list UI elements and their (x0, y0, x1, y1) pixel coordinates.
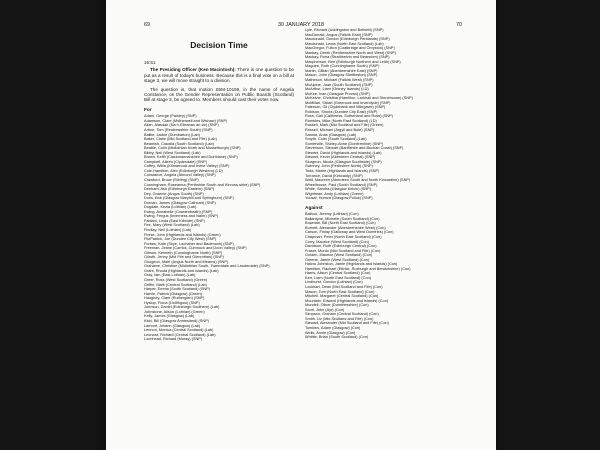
member-vote-entry: Halcro Johnston, Jamie (Highlands and Islands) (Con) (305, 262, 398, 267)
member-vote-entry: Martin, Gillian (Aberdeenshire East) (SNP) (305, 68, 378, 73)
member-vote-entry: Stewart, Kevin (Aberdeen Central) (SNP) (305, 155, 376, 160)
member-vote-entry: Mitchell, Margaret (Central Scotland) (Con) (305, 294, 379, 299)
member-vote-entry: Baker, Claire (Mid Scotland and Fife) (Lab) (144, 137, 217, 142)
member-vote-entry: Corry, Maurice (West Scotland) (Con) (305, 239, 369, 244)
member-vote-entry: Harper, Emma (South Scotland) (SNP) (144, 287, 211, 292)
member-vote-entry: Fraser, Murdo (Mid Scotland and Fife) (Con) (305, 248, 381, 253)
member-vote-entry: Macdonald, Lewis (North East Scotland) (Lab) (305, 41, 384, 46)
member-vote-entry: Kerr, Liam (North East Scotland) (Con) (305, 275, 372, 280)
member-vote-entry: MacGregor, Fulton (Coatbridge and Chryston) (SNP) (305, 46, 395, 51)
member-vote-entry: Dey, Graeme (Angus South) (SNP) (144, 191, 204, 196)
member-vote-entry: Greer, Ross (West Scotland) (Green) (144, 278, 208, 283)
member-vote-entry: Macdonald, Gordon (Edinburgh Pentlands) (SNP) (305, 37, 390, 42)
speaker-name: The Presiding Officer (Ken Macintosh): (150, 67, 236, 73)
member-vote-entry: Griffin, Mark (Central Scotland) (Lab) (144, 282, 207, 287)
member-vote-entry: Somerville, Shirley-Anne (Dunfermline) (SNP) (305, 141, 383, 146)
member-vote-entry: Russell, Michael (Argyll and Bute) (SNP) (305, 128, 375, 133)
speaker-text: There is one question to be put as a result of today's business. Because this is a final vote on a bill at stage 3, we will move straight to a division. (144, 67, 294, 84)
member-vote-entry: Bowman, Bill (North East Scotland) (Con) (305, 221, 376, 226)
presiding-officer-paragraph (144, 67, 294, 83)
member-vote-entry: Swinney, John (Perthshire North) (SNP) (305, 164, 373, 169)
member-vote-entry: Constance, Angela (Almond Valley) (SNP) (144, 173, 216, 178)
member-vote-entry: Carson, Finlay (Galloway and West Dumfries) (Con) (305, 230, 394, 235)
member-vote-entry: Wells, Annie (Glasgow) (Con) (305, 330, 356, 335)
member-vote-entry: Mountain, Edward (Highlands and Islands) (Con) (305, 298, 389, 303)
member-vote-entry: Gougeon, Mairi (Angus North and Mearns) (SNP) (144, 259, 229, 264)
member-vote-entry: Campbell, Aileen (Clydesdale) (SNP) (144, 159, 208, 164)
member-vote-entry: Leonard, Richard (Central Scotland) (Lab) (144, 332, 216, 337)
member-vote-entry: Gibson, Kenneth (Cunninghame North) (SNP) (144, 250, 223, 255)
member-vote-entry: Davidson, Ruth (Edinburgh Central) (Con) (305, 244, 377, 249)
hansard-page (106, 0, 496, 450)
member-vote-entry: Smith, Liz (Mid Scotland and Fife) (Con) (305, 316, 374, 321)
member-vote-entry: Robison, Shona (Dundee City East) (SNP) (305, 109, 378, 114)
member-vote-entry: Johnstone, Alison (Lothian) (Green) (144, 309, 205, 314)
member-vote-entry: Lyle, Richard (Uddingston and Bellshill) (SNP) (305, 28, 384, 32)
member-vote-entry: Beamish, Claudia (South Scotland) (Lab) (144, 141, 214, 146)
page-date: 30 JANUARY 2018 (278, 22, 324, 28)
member-vote-entry: Arthur, Tom (Renfrewshire South) (SNP) (144, 127, 213, 132)
member-vote-entry: Paterson, Gil (Clydebank and Milngavie) (SNP) (305, 105, 386, 110)
member-vote-entry: Lochhead, Richard (Moray) (SNP) (144, 337, 203, 342)
member-vote-entry: Stewart, David (Highlands and Islands) (Lab) (305, 150, 382, 155)
member-vote-entry: McMillan, Stuart (Greenock and Inverclyde) (SNP) (305, 100, 391, 105)
member-vote-entry: Macpherson, Ben (Edinburgh Northern and Leith) (SNP) (305, 59, 401, 64)
member-vote-entry: Grahame, Christine (Midlothian South, Tweeddale and Lauderdale) (SNP) (144, 264, 270, 269)
member-vote-entry: Maguire, Ruth (Cunninghame South) (SNP) (305, 64, 380, 69)
member-vote-entry: Lennon, Monica (Central Scotland) (Lab) (144, 328, 214, 333)
member-vote-entry: Ewing, Fergus (Inverness and Nairn) (SNP) (144, 214, 219, 219)
member-vote-entry: Greene, Jamie (West Scotland) (Con) (305, 257, 370, 262)
member-vote-entry: Denham, Ash (Edinburgh Eastern) (SNP) (144, 187, 215, 192)
member-vote-entry: Burnett, Alexander (Aberdeenshire West) (Con) (305, 225, 386, 230)
member-vote-entry: Dornan, James (Glasgow Cathcart) (SNP) (144, 200, 216, 205)
against-list (305, 212, 455, 339)
member-vote-entry: MacDonald, Angus (Falkirk East) (SNP) (305, 32, 373, 37)
member-vote-entry: Gray, Iain (East Lothian) (Lab) (144, 273, 196, 278)
member-vote-entry: Wheelhouse, Paul (South Scotland) (SNP) (305, 182, 378, 187)
member-vote-entry: Freeman, Jeane (Carrick, Cumnock and Doon Valley) (SNP) (144, 246, 247, 251)
member-vote-entry: Ballantyne, Michelle (South Scotland) (Con) (305, 216, 380, 221)
member-vote-entry: Balfour, Jeremy (Lothian) (Con) (305, 212, 359, 217)
member-vote-entry: Ruskell, Mark (Mid Scotland and Fife) (Green) (305, 123, 384, 128)
member-vote-entry: Crawford, Bruce (Stirling) (SNP) (144, 178, 199, 182)
member-vote-entry: Adam, George (Paisley) (SNP) (144, 114, 197, 119)
member-vote-entry: Sturgeon, Nicola (Glasgow Southside) (SNP) (305, 159, 382, 164)
member-vote-entry: Fee, Mary (West Scotland) (Lab) (144, 223, 200, 228)
member-vote-entry: Kelly, James (Glasgow) (Lab) (144, 314, 195, 319)
member-vote-entry: Hamilton, Rachael (Ettrick, Roxburgh and Berwickshire) (Con) (305, 266, 411, 271)
member-vote-entry: McKee, Ivan (Glasgow Provan) (SNP) (305, 91, 370, 96)
member-vote-entry: Mundell, Oliver (Dumfriesshire) (Con) (305, 303, 369, 308)
member-vote-entry: Mackay, Rona (Strathkelvin and Bearsden) (SNP) (305, 55, 390, 60)
member-vote-entry: Golden, Maurice (West Scotland) (Con) (305, 253, 373, 258)
member-vote-entry: McArthur, Liam (Orkney Islands) (LD) (305, 87, 369, 92)
member-vote-entry: FitzPatrick, Joe (Dundee City West) (SNP) (144, 237, 217, 242)
left-column (144, 40, 294, 342)
member-vote-entry: Finnie, John (Highlands and Islands) (Green) (144, 232, 221, 237)
member-vote-entry: Mason, John (Glasgow Shettleston) (SNP) (305, 73, 378, 78)
member-vote-entry: Torrance, David (Kirkcaldy) (SNP) (305, 173, 363, 178)
member-vote-entry: Todd, Maree (Highlands and Islands) (SNP) (305, 168, 380, 173)
member-vote-entry: Adamson, Clare (Motherwell and Wishaw) (SNP) (144, 118, 228, 123)
member-vote-entry: Watt, Maureen (Aberdeen South and North Kincardine) (SNP) (305, 178, 411, 183)
member-vote-entry: Matheson, Michael (Falkirk West) (SNP) (305, 78, 374, 83)
member-vote-entry: White, Sandra (Glasgow Kelvin) (SNP) (305, 187, 372, 192)
member-vote-entry: Harvie, Patrick (Glasgow) (Green) (144, 291, 202, 296)
member-vote-entry: Beattie, Colin (Midlothian North and Musselburgh) (SNP) (144, 146, 241, 151)
for-heading: For (144, 107, 152, 113)
member-vote-entry: Fabiani, Linda (East Kilbride) (SNP) (144, 218, 205, 223)
member-vote-entry: McKelvie, Christina (Hamilton, Larkhall and Stonehouse) (SNP) (305, 96, 413, 101)
against-heading: Against (305, 205, 323, 211)
member-vote-entry: Rumbles, Mike (North East Scotland) (LD) (305, 118, 377, 123)
member-vote-entry: Mason, Tom (North East Scotland) (Con) (305, 289, 375, 294)
for-list (144, 114, 294, 341)
member-vote-entry: Haughey, Clare (Rutherglen) (SNP) (144, 296, 205, 301)
member-vote-entry: Wightman, Andy (Lothian) (Green) (305, 191, 364, 196)
member-vote-entry: Lamont, Johann (Glasgow) (Lab) (144, 323, 201, 328)
member-vote-entry: Cole-Hamilton, Alex (Edinburgh Western) (LD) (144, 168, 223, 173)
member-vote-entry: Doris, Bob (Glasgow Maryhill and Springburn) (SNP) (144, 196, 234, 201)
member-vote-entry: Bibby, Neil (West Scotland) (Lab) (144, 150, 201, 155)
member-vote-entry: Ross, Gail (Caithness, Sutherland and Ross) (SNP) (305, 114, 394, 119)
member-vote-entry: McAlpine, Joan (South Scotland) (SNP) (305, 82, 373, 87)
member-vote-entry: Smyth, Colin (South Scotland) (Lab) (305, 137, 367, 142)
section-title: Decision Time (190, 40, 248, 50)
member-vote-entry: Dugdale, Kezia (Lothian) (Lab) (144, 205, 197, 210)
member-vote-entry: Gilruth, Jenny (Mid Fife and Glenrothes) (SNP) (144, 255, 224, 260)
member-vote-entry: Lindhurst, Gordon (Lothian) (Con) (305, 280, 363, 285)
question-paragraph: The question is, that motion S5M-10159, in the name of Angela Constance, on the Gender Representation on Public Boards (Scotland) Bill at stage 3, be agreed to. Members should cast their votes now. (144, 86, 294, 103)
member-vote-entry: Allan, Alasdair (Na h-Eileanan an Iar) (SNP) (144, 123, 219, 128)
member-vote-entry: Sarwar, Anas (Glasgow) (Lab) (305, 132, 357, 137)
member-vote-entry: Yousaf, Humza (Glasgow Pollok) (SNP) (305, 196, 373, 201)
right-column (305, 28, 455, 340)
member-vote-entry: Kidd, Bill (Glasgow Anniesland) (SNP) (144, 318, 209, 323)
member-vote-entry: Simpson, Graham (Central Scotland) (Con) (305, 312, 379, 317)
member-vote-entry: Chapman, Peter (North East Scotland) (Con) (305, 235, 382, 240)
page-number-right: 70 (456, 22, 462, 28)
member-vote-entry: Scott, John (Ayr) (Con) (305, 307, 345, 312)
member-vote-entry: Forbes, Kate (Skye, Lochaber and Badenoch) (SNP) (144, 241, 234, 246)
page-number-left: 69 (144, 22, 150, 28)
member-vote-entry: Findlay, Neil (Lothian) (Lab) (144, 228, 192, 233)
for-list-continued (305, 28, 455, 201)
member-vote-entry: Johnson, Daniel (Edinburgh Southern) (Lab) (144, 305, 220, 310)
member-vote-entry: Cunningham, Roseanna (Perthshire South and Kinross-shire) (SNP) (144, 182, 261, 187)
member-vote-entry: Harris, Alison (Central Scotland) (Con) (305, 271, 371, 276)
member-vote-entry: Ewing, Annabelle (Cowdenbeath) (SNP) (144, 209, 213, 214)
member-vote-entry: Stevenson, Stewart (Banffshire and Buchan Coast) (SNP) (305, 146, 404, 151)
member-vote-entry: Mackay, Derek (Renfrewshire North and West) (SNP) (305, 50, 396, 55)
member-vote-entry: Whittle, Brian (South Scotland) (Con) (305, 335, 369, 340)
member-vote-entry: Tomkins, Adam (Glasgow) (Con) (305, 325, 361, 330)
member-vote-entry: Baillie, Jackie (Dumbarton) (Lab) (144, 132, 200, 137)
member-vote-entry: Lockhart, Dean (Mid Scotland and Fife) (Con) (305, 285, 383, 290)
time-stamp: 16:51 (144, 60, 156, 65)
member-vote-entry: Stewart, Alexander (Mid Scotland and Fife) (Con) (305, 321, 389, 326)
member-vote-entry: Coffey, Willie (Kilmarnock and Irvine Valley) (SNP) (144, 164, 230, 169)
member-vote-entry: Brown, Keith (Clackmannanshire and Dunblane) (SNP) (144, 155, 238, 160)
member-vote-entry: Grant, Rhoda (Highlands and Islands) (Lab) (144, 268, 219, 273)
member-vote-entry: Hyslop, Fiona (Linlithgow) (SNP) (144, 300, 200, 305)
